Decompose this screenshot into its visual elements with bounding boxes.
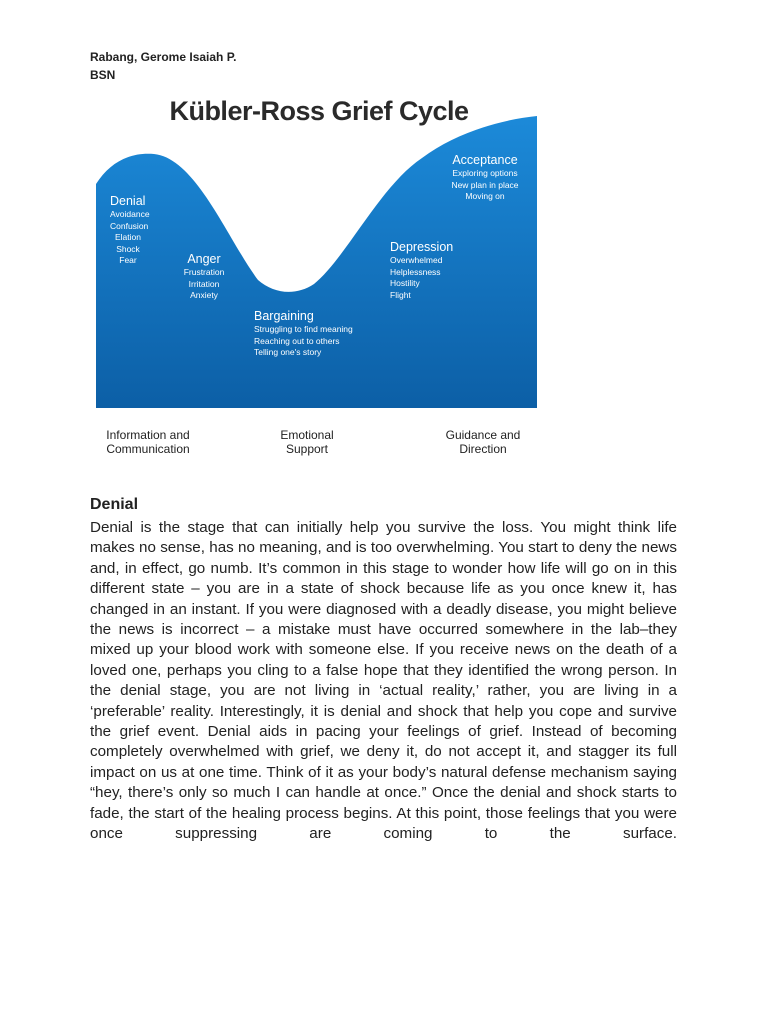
section-heading: Denial bbox=[90, 496, 139, 513]
footer-label-guidance bbox=[440, 428, 526, 456]
stage-acceptance-item: Exploring options bbox=[452, 168, 518, 178]
footer-label-line: Guidance and bbox=[445, 428, 521, 442]
footer-label-line: Direction bbox=[459, 442, 507, 456]
course-name: BSN bbox=[90, 68, 116, 82]
stage-acceptance bbox=[446, 153, 524, 203]
stage-acceptance-item: Moving on bbox=[465, 191, 505, 201]
stage-anger-item: Anxiety bbox=[190, 290, 218, 300]
stage-depression-item: Helplessness bbox=[390, 266, 441, 277]
figure-title: Kübler-Ross Grief Cycle bbox=[169, 96, 469, 126]
stage-bargaining bbox=[254, 309, 353, 359]
stage-acceptance-name: Acceptance bbox=[452, 153, 518, 167]
stage-acceptance-item: New plan in place bbox=[451, 179, 519, 190]
stage-depression bbox=[390, 240, 453, 301]
stage-anger-name: Anger bbox=[187, 252, 221, 266]
stage-denial-item: Shock bbox=[116, 243, 140, 254]
stage-depression-name: Depression bbox=[390, 240, 454, 254]
stage-bargaining-item: Struggling to find meaning bbox=[254, 324, 353, 334]
stage-denial bbox=[110, 194, 150, 267]
stage-anger bbox=[182, 252, 226, 302]
footer-label-line: Communication bbox=[106, 442, 190, 456]
stage-bargaining-item: Telling one's story bbox=[254, 347, 322, 357]
stage-denial-name: Denial bbox=[110, 194, 146, 208]
grief-cycle-curve bbox=[96, 90, 542, 462]
body-paragraph: Denial is the stage that can initially help you survive the loss. You might think life makes no sense, has no meaning, and is too overwhelming. You start to deny the news and, in effect, go numb. It’s common in this stage to wonder how life will go on in this different state – you are in a state of shock because life as you once knew it, has changed in an instant. If you were diagnosed with a deadly disease, you might believe the news is incorrect – a mistake must have occurred somewhere in the lab–they mixed up your blood work with someone else. If you receive news on the death of a loved one, perhaps you cling to a false hope that they identified the wrong person. In the denial stage, you are not living in ‘actual reality,’ rather, you are living in a ‘preferable’ reality. Interestingly, it is denial and shock that help you cope and survive the grief event. Denial aids in pacing your feelings of grief. Instead of becoming completely overwhelmed with grief, we deny it, do not accept it, and stagger its full impact on us at one time. Think of it as your body’s natural defense mechanism saying “hey, there’s only so much I can handle at once.” Once the denial and shock starts to fade, the start of the healing process begins. At this point, those feelings that you were once suppressing are coming to the surface. bbox=[90, 519, 677, 843]
stage-denial-item: Fear bbox=[119, 255, 137, 265]
footer-label-line: Emotional bbox=[280, 428, 334, 442]
document-header bbox=[90, 48, 237, 84]
author-name: Rabang, Gerome Isaiah P. bbox=[90, 50, 237, 64]
stage-anger-item: Irritation bbox=[188, 278, 220, 289]
footer-label-emotional bbox=[274, 428, 340, 456]
stage-denial-item: Confusion bbox=[110, 220, 149, 231]
stage-anger-item: Frustration bbox=[183, 267, 225, 277]
footer-label-line: Support bbox=[285, 442, 329, 456]
footer-label-line: Information and bbox=[106, 428, 190, 442]
stage-depression-item: Overwhelmed bbox=[390, 255, 443, 265]
grief-cycle-figure bbox=[96, 90, 542, 462]
stage-bargaining-name: Bargaining bbox=[254, 309, 314, 323]
stage-depression-item: Hostility bbox=[390, 278, 420, 288]
stage-bargaining-item: Reaching out to others bbox=[254, 335, 340, 346]
stage-depression-item: Flight bbox=[390, 289, 411, 300]
footer-label-information bbox=[102, 428, 194, 456]
stage-denial-item: Elation bbox=[115, 232, 141, 242]
stage-denial-item: Avoidance bbox=[110, 209, 150, 219]
